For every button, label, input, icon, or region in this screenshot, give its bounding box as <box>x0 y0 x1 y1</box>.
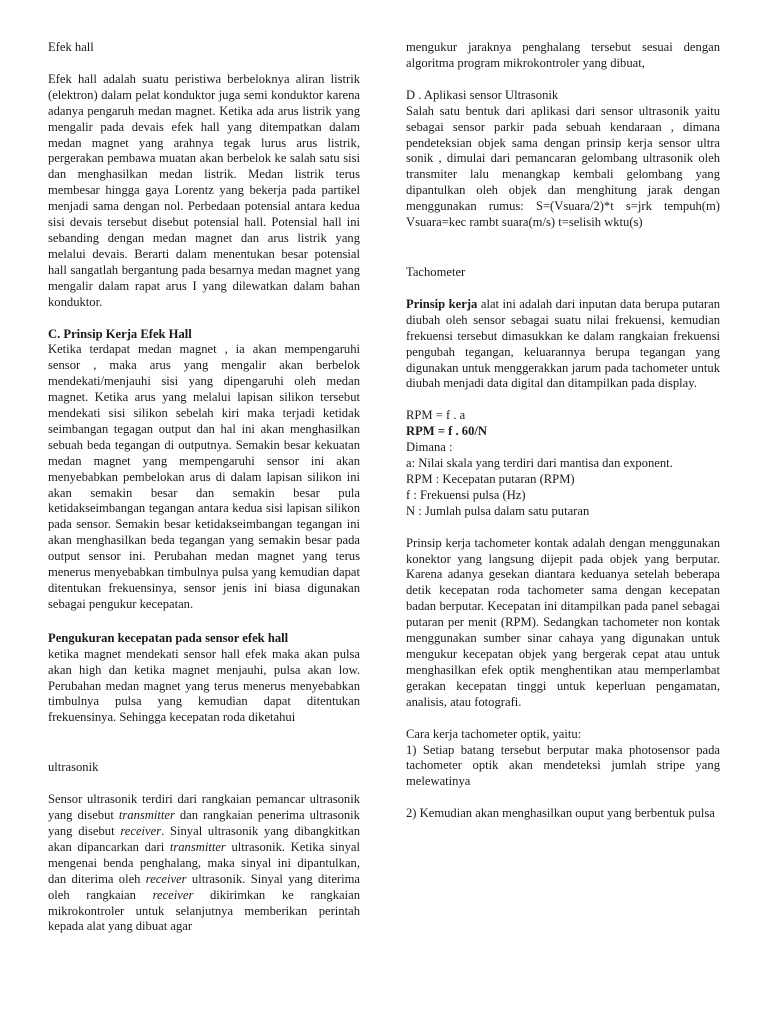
right-column <box>406 40 720 822</box>
rpm-formula-2 <box>406 424 720 440</box>
left-column <box>48 40 360 935</box>
aplikasi-heading: D . Aplikasi sensor Ultrasonik <box>406 87 559 102</box>
ultra-text-5: ultrasonik. Sinyal yang diterima oleh rangkaian <box>48 871 360 902</box>
rpm-formula-1: RPM = f . a <box>406 408 466 423</box>
continued-body: mengukur jaraknya penghalang tersebut sesuai dengan algoritma program mikrokontroler yang dibuat, <box>406 40 720 70</box>
optik-step-2: 2) Kemudian akan menghasilkan ouput yang berbentuk pulsa <box>406 806 715 821</box>
ultra-transmitter-term-2: transmitter <box>169 839 226 854</box>
definition-n: N : Jumlah pulsa dalam satu putaran <box>406 503 590 518</box>
definition-a: a: Nilai skala yang terdiri dari mantisa dan exponent. <box>406 456 673 471</box>
ultra-body <box>48 792 360 935</box>
ultra-receiver-term-3: receiver <box>152 887 194 902</box>
ultra-text-3: . Sinyal ultrasonik yang dibangkitkan akan dipancarkan dari <box>48 823 360 854</box>
prinsip-heading <box>48 327 360 343</box>
definition-rpm: RPM : Kecepatan putaran (RPM) <box>406 471 575 486</box>
optik-step-1: 1) Setiap batang tersebut berputar maka photosensor pada tachometer optik akan mendeteksi jumlah stripe yang melewatinya <box>406 742 720 789</box>
ultra-transmitter-term: transmitter <box>118 808 175 823</box>
dimana-label: Dimana : <box>406 440 453 455</box>
ultra-receiver-term: receiver <box>120 823 162 838</box>
ultra-text-2: dan rangkaian penerima ultrasonik yang disebut <box>48 808 360 838</box>
ultra-title: ultrasonik <box>48 760 99 775</box>
ultra-text-1: Sensor ultrasonik terdiri dari rangkaian pemancar ultrasonik yang disebut <box>48 792 360 823</box>
tacho-body <box>406 297 720 392</box>
aplikasi-body: Salah satu bentuk dari aplikasi dari sensor ultrasonik yaitu sebagai sensor parkir pada sebuah kendaraan , dimana pendeteksian objek sama dengan prinsip kerja sensor ultra sonik , dimulai dari pemancaran gelombang ultrasonik oleh transmiter lalu menangkap kembali gelombang yang dipantulkan oleh objek dan menghitung jarak dengan menggunakan rumus: S=(Vsuara/2)*t s=jrk tempuh(m) Vsuara=kec rambt suara(m/s) t=selisih wktu(s) <box>406 103 720 230</box>
tacho-body-text: alat ini adalah dari inputan data berupa putaran diubah oleh sensor sebagai suatu nilai frekuensi, kemudian frekuensi tersebut dimasukkan ke dalam rangkaian frekuensi pengubah tegangan, keluarannya berupa tegangan yang digunakan untuk menggerakkan jarum pada tachometer untuk diubah menjadi data digital dan ditampilkan pada display. <box>406 296 720 391</box>
rpm-formula-2-text: RPM = f . 60/N <box>406 424 487 439</box>
ultra-text-6: dikirimkan ke rangkaian mikrokontroler untuk selanjutnya memberikan perintah kepada alat yang dibuat agar <box>48 887 360 934</box>
tacho-bold-term: Prinsip kerja <box>406 296 478 311</box>
pengukuran-body: ketika magnet mendekati sensor hall efek maka akan pulsa akan high dan ketika magnet menjauhi, pulsa akan low. Perubahan medan magnet yang terus menerus menyebabkan timbulnya pulsa yang kemudian dapat ditentukan frekuensinya. Sehingga kecepatan roda diketahui <box>48 646 360 725</box>
ultra-receiver-term-2: receiver <box>145 871 187 886</box>
pengukuran-heading-text: Pengukuran kecepatan pada sensor efek hall <box>48 630 289 645</box>
prinsip-heading-text: C. Prinsip Kerja Efek Hall <box>48 326 192 341</box>
definition-f: f : Frekuensi pulsa (Hz) <box>406 487 526 502</box>
kontak-body: Prinsip kerja tachometer kontak adalah dengan menggunakan konektor yang langsung dijepit pada objek yang berputar. Karena adanya gesekan diantara keduanya setelah beberapa detik kecepatan roda tachometer sama dengan kecepatan badan berputar. Kecepatan ini ditampilkan pada panel sebagai putaran per menit (RPM). Sedangkan tachometer non kontak menggunakan sumber sinar cahaya yang digunakan untuk mengukur kecepatan objek yang bergerak cepat atau untuk menghasilkan efek optik menghentikan atau memperlambat gerakan kecepatan tinggi untuk keperluan pengamatan, analisis, atau fotografi. <box>406 535 720 709</box>
optik-heading: Cara kerja tachometer optik, yaitu: <box>406 726 582 741</box>
pengukuran-heading <box>48 631 360 647</box>
tacho-title: Tachometer <box>406 264 466 279</box>
hall-title: Efek hall <box>48 40 94 54</box>
prinsip-body: Ketika terdapat medan magnet , ia akan mempengaruhi sensor , maka arus yang mengalir akan berbelok mendekati/menjauhi sisi yang dipengaruhi oleh medan magnet. Ketika arus yang melalui lapisan silikon tersebut mendekati sisi silikon sebelah kiri maka terjadi ketidak seimbangan tegagan output dan hal ini akan menghasilkan sebuah beda tegangan di outputnya. Semakin besar kekuatan medan magnet yang mempengaruhi sensor ini akan menyebabkan pembelokan arus di dalam lapisan silikon ini akan semakin besar dan semakin besar pula ketidakseimbangan tegangan antara kedua sisi lapisan silikon pada sensor. Semakin besar ketidakseimbangan tegangan ini akan menghasilkan beda tegangan yang semakin besar pada output sensor ini. Perubahan medan magnet yang terus menerus menyebabkan timbulnya pulsa yang kemudian dapat ditentukan frekuensinya, sensor jenis ini biasa digunakan sebagai pengukur kecepatan. <box>48 342 360 611</box>
hall-body: Efek hall adalah suatu peristiwa berbeloknya aliran listrik (elektron) dalam pelat konduktor juga semi konduktor karena adanya pengaruh medan magnet. Ketika ada arus listrik yang mengalir pada devais efek hall yang ditempatkan dalam medan magnet yang arahnya tegak lurus arus listrik, pergerakan pembawa muatan akan berbelok ke salah satu sisi dan menghasilkan medan listrik. Medan listrik terus membesar hingga gaya Lorentz yang bekerja pada partikel menjadi sama dengan nol. Perbedaan potensial antara kedua sisi devais tersebut disebut potensial hall. Potensial hall ini sebanding dengan medan magnet dan arus listrik yang melalui devais. Berarti dalam menentukan besar potensial hall sangatlah bergantung pada besarnya medan magnet yang mengalir dalam rapat arus I yang dilewatkan dalam bahan konduktor. <box>48 71 360 309</box>
ultra-text-4: ultrasonik. Ketika sinyal mengenai benda penghalang, maka sinyal ini dipantulkan, dan diterima oleh <box>48 839 360 886</box>
